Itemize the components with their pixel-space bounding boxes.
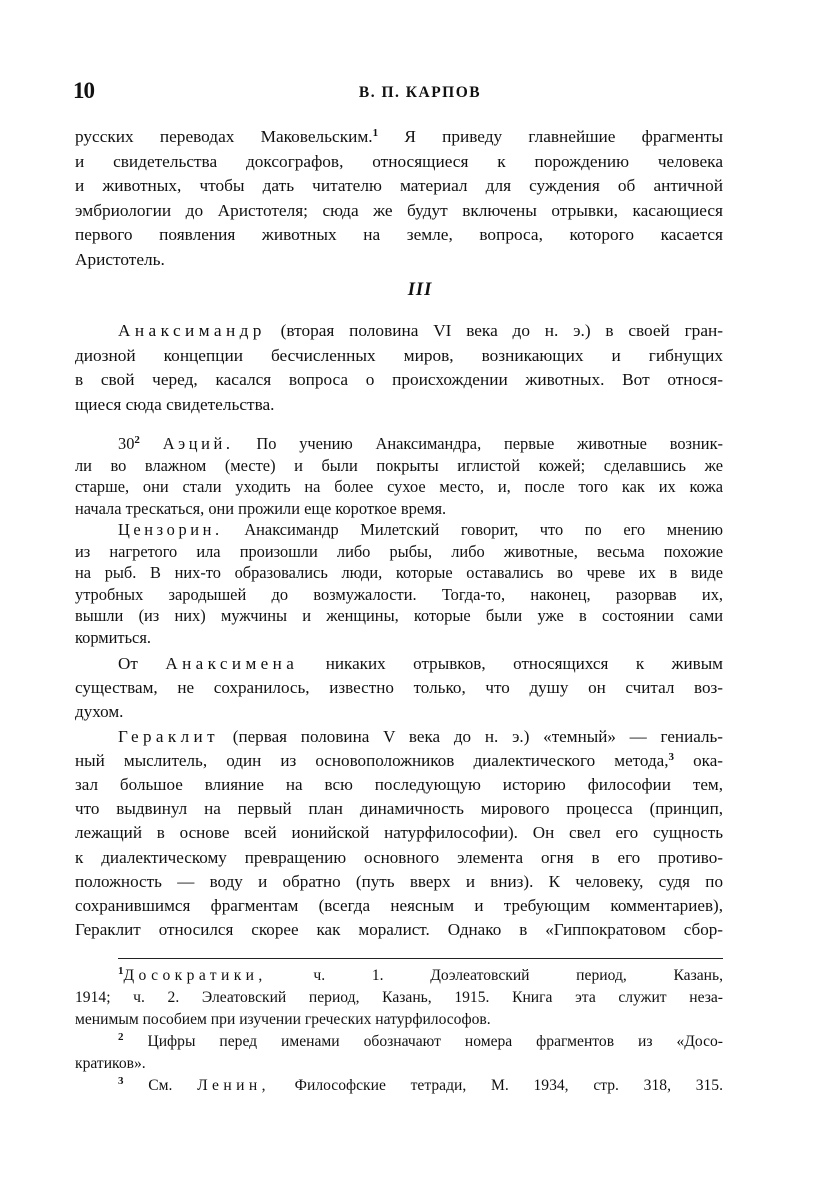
- text-segment: По учению Анаксимандра, первые животные возник-: [256, 434, 723, 453]
- philosopher-name: Анаксимена: [165, 654, 299, 673]
- fragments-block: [75, 433, 723, 648]
- text-line: [75, 1031, 723, 1053]
- footnote-ref: 3: [668, 750, 675, 763]
- text-line: [75, 319, 723, 344]
- text-line: лежащий в основе всей ионийской натурфилософии). Он свел его сущность: [75, 823, 723, 843]
- footnotes: [75, 965, 723, 1097]
- text-line: и животных, чтобы дать читателю материал для суждения об античной: [75, 176, 723, 195]
- page-number: 10: [73, 78, 94, 103]
- running-header: В. П. КАРПОВ: [358, 84, 482, 101]
- text-segment: ч. 1. Доэлеатовский период, Казань,: [313, 967, 724, 984]
- text-line: [75, 652, 723, 676]
- text-segment: русских переводах Маковельским.: [75, 127, 373, 146]
- text-segment: ока-: [693, 750, 723, 770]
- text-segment: (первая половина V века до н. э.) «темный» — гениаль-: [232, 726, 723, 746]
- main-text: [75, 652, 723, 942]
- text-line: что выдвинул на первый план динамичность мирового процесса (принцип,: [75, 799, 723, 819]
- anaximander-paragraph: [75, 319, 723, 417]
- footnote-marker: 2: [118, 1031, 124, 1043]
- text-line: [75, 519, 723, 541]
- text-segment: От: [118, 654, 138, 673]
- section-heading: III: [407, 280, 433, 300]
- source-name: Цензорин.: [118, 520, 223, 539]
- text-line: [75, 433, 723, 455]
- text-line: менимым пособием при изучении греческих натурфилософов.: [75, 1011, 491, 1028]
- text-line: начала трескаться, они прожили еще короткое время.: [75, 498, 447, 518]
- text-segment: ный мыслитель, один из основоположников диалектического метода,: [75, 750, 669, 770]
- source-name: Аэций.: [162, 434, 234, 453]
- footnote-marker: 1: [118, 965, 124, 977]
- text-line: сохранившимся фрагментам (всегда неясным и требующим комментариев),: [75, 896, 723, 916]
- text-line: Аристотель.: [75, 249, 165, 269]
- text-line: из нагретого ила произошли либо рыбы, либо животные, весьма похожие: [75, 541, 723, 561]
- book-title: Досократики,: [123, 967, 267, 984]
- text-line: положность — воду и обратно (путь вверх и вниз). К человеку, судя по: [75, 871, 723, 891]
- text-line: ли во влажном (месте) и были покрыты иглистой кожей; сделавшись же: [75, 455, 723, 475]
- author-name: Ленин,: [197, 1077, 270, 1094]
- text-line: 1914; ч. 2. Элеатовский период, Казань, 1915. Книга эта служит неза-: [75, 989, 723, 1006]
- text-line: диозной концепции бесчисленных миров, возникающих и гибнущих: [75, 345, 723, 365]
- philosopher-name: Гераклит: [118, 726, 219, 746]
- text-line: в свой черед, касался вопроса о происхождении животных. Вот относя-: [75, 370, 723, 389]
- text-segment: Философские тетради, М. 1934, стр. 318, 315.: [294, 1077, 724, 1094]
- text-segment: (вторая половина VI века до н. э.) в своей гран-: [280, 321, 723, 340]
- text-line: [75, 749, 723, 773]
- text-line: старше, они стали уходить на более сухое место, и, после того как их кожа: [75, 477, 723, 496]
- footnote-divider: [118, 958, 723, 959]
- text-segment: Я приведу главнейшие фрагменты: [404, 127, 724, 146]
- text-line: духом.: [75, 702, 124, 722]
- text-line: щиеся сюда свидетельства.: [75, 394, 275, 414]
- text-line: зал большое влияние на всю последующую историю философии тем,: [75, 775, 723, 795]
- text-line: эмбриологии до Аристотеля; сюда же будут включены отрывки, касающиеся: [75, 200, 723, 220]
- text-line: к диалектическому превращению основного элемента огня в его противо-: [75, 847, 723, 867]
- text-segment: См.: [148, 1077, 173, 1094]
- footnote-ref: 1: [372, 127, 379, 139]
- text-line: вышли (из них) мужчины и женщины, которые были уже в состоянии сами: [75, 606, 723, 625]
- text-segment: Цифры перед именами обозначают номера фрагментов из «Досо-: [147, 1033, 723, 1050]
- footnote-ref: 2: [134, 434, 140, 446]
- text-line: Гераклит относился скорее как моралист. Однако в «Гиппократовом сбор-: [75, 920, 723, 940]
- text-segment: никаких отрывков, относящихся к живым: [325, 654, 723, 673]
- text-line: [75, 965, 723, 987]
- text-line: на рыб. В них-то образовались люди, которые оставались во чреве их в виде: [75, 563, 723, 582]
- intro-paragraph: [75, 125, 723, 272]
- text-line: кратиков».: [75, 1055, 146, 1072]
- text-line: [75, 725, 723, 749]
- text-line: [75, 1075, 723, 1097]
- text-line: [75, 125, 723, 150]
- text-line: и свидетельства доксографов, относящиеся к порождению человека: [75, 151, 723, 171]
- text-line: существам, не сохранилось, известно только, что душу он считал воз-: [75, 678, 723, 698]
- text-segment: Анаксимандр Милетский говорит, что по его мнению: [244, 520, 723, 539]
- text-line: первого появления животных на земле, вопроса, которого касается: [75, 225, 723, 244]
- text-line: утробных зародышей до возмужалости. Тогда-то, наконец, разорвав их,: [75, 584, 723, 604]
- philosopher-name: Анаксимандр: [118, 321, 266, 340]
- fragment-number: 30: [118, 434, 135, 453]
- footnote-marker: 3: [118, 1075, 124, 1087]
- text-line: кормиться.: [75, 627, 151, 647]
